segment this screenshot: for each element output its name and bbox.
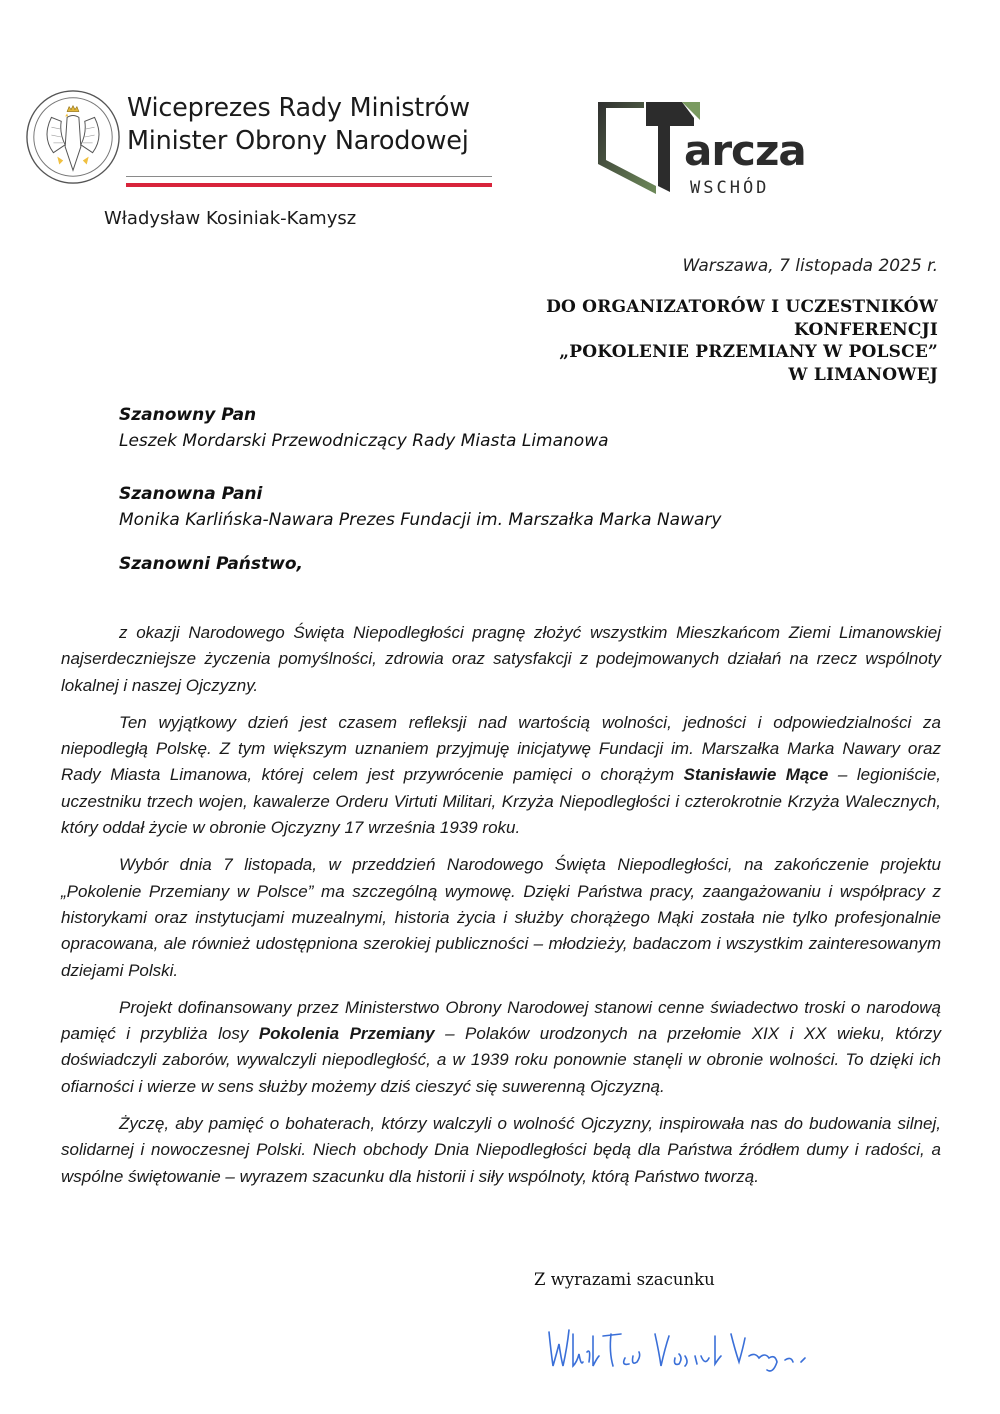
logo-subtitle: WSCHÓD: [690, 178, 770, 198]
letter-body: [61, 620, 941, 1201]
paragraph-text: – legioniście, uczestniku trzech wojen, kawalerze Orderu Virtuti Militari, Krzyża Niepodległości i czterokrotnie Krzyża Walecznych, który oddał życie w obronie Ojczyzny 17 września 1939 roku.: [61, 765, 941, 838]
office-title: [127, 92, 470, 158]
paragraph-text: Projekt dofinansowany przez Ministerstwo Obrony Narodowej stanowi cenne świadectwo troski o narodową pamięć i przybliża losy: [61, 997, 941, 1044]
paragraph-2: [61, 710, 941, 841]
paragraph-5: [61, 1111, 941, 1190]
salutation-greeting: Szanowny Pan: [119, 405, 257, 425]
emphasis-term: Pokolenia Przemiany: [258, 1024, 435, 1044]
paragraph-text: Życzę, aby pamięć o bohaterach, którzy walczyli o wolność Ojczyzny, inspirowała nas do budowania silnej, solidarnej i nowoczesnej Polski. Niech obchody Dnia Niepodległości będą dla Państwa źródłem dumy i radości, a wspólne świętowanie – wyrazem szacunku dla historii i siły wspólnoty, którą Państwo tworzą.: [61, 1114, 941, 1186]
paragraph-text: z okazji Narodowego Święta Niepodległości pragnę złożyć wszystkim Mieszkańcom Ziemi Limanowskiej najserdeczniejsze życzenia pomyślności, zdrowia oraz satysfakcji z podejmowanych działań na rzecz wspólnoty lokalnej i naszej Ojczyzny.: [61, 623, 941, 695]
handwritten-signature-icon: [545, 1322, 825, 1382]
place-date: Warszawa, 7 listopada 2025 r.: [682, 256, 938, 276]
office-line-1: Wiceprezes Rady Ministrów: [127, 93, 470, 123]
polish-eagle-emblem-icon: [24, 88, 122, 186]
office-line-2: Minister Obrony Narodowej: [127, 126, 469, 156]
paragraph-text: Wybór dnia 7 listopada, w przeddzień Narodowego Święta Niepodległości, na zakończenie projektu „Pokolenie Przemiany w Polsce” ma szczególną wymowę. Dzięki Państwa pracy, zaangażowaniu i współpracy z historykami oraz instytucjami muzealnymi, historia życia i służby chorążego Mąki została nie tylko profesjonalnie opracowana, ale również udostępniona szerokiej publiczności – młodzieży, badaczom i wszystkim zainteresowanym dziejami Polski.: [61, 855, 941, 980]
opening-text: Szanowni Państwo,: [119, 554, 303, 574]
addressee-line: DO ORGANIZATORÓW I UCZESTNIKÓW: [546, 297, 938, 317]
minister-name: Władysław Kosiniak-Kamysz: [104, 208, 357, 229]
salutation-recipient: Monika Karlińska-Nawara Prezes Fundacji im. Marszałka Marka Nawary: [119, 510, 722, 530]
addressee-line: KONFERENCJI: [793, 319, 938, 340]
salutation-1: [119, 402, 609, 454]
header-rule-red: [126, 183, 492, 187]
salutation-greeting: Szanowna Pani: [119, 484, 263, 504]
salutation-recipient: Leszek Mordarski Przewodniczący Rady Miasta Limanowa: [119, 431, 609, 451]
addressee-line: „POKOLENIE PRZEMIANY W POLSCE”: [559, 342, 938, 362]
paragraph-3: [61, 852, 941, 983]
addressee-line: W LIMANOWEJ: [788, 364, 938, 385]
opening-greeting: [119, 554, 303, 574]
logo-word: arcza: [684, 126, 806, 175]
paragraph-text: Ten wyjątkowy dzień jest czasem refleksji nad wartością wolności, jedności i odpowiedzialności za niepodległą Polskę. Z tym większym uznaniem przyjmuję inicjatywę Fundacji im. Marszałka Marka Nawary oraz Rady Miasta Limanowa, której celem jest przywrócenie pamięci o chorążym: [61, 712, 941, 785]
header-rule-grey: [126, 176, 492, 177]
addressee-block: [546, 296, 938, 386]
paragraph-text: – Polaków urodzonych na przełomie XIX i XX wieku, którzy doświadczyli zaborów, wywalczyli niepodległość, a w 1939 roku ponownie stanęli w obronie wolności. To dzięki ich ofiarności i wierze w sens służby możemy dziś cieszyć się suwerenną Ojczyzną.: [61, 1024, 941, 1096]
paragraph-1: [61, 620, 941, 699]
emphasis-name: Stanisławie Mące: [683, 765, 829, 785]
paragraph-4: [61, 995, 941, 1100]
closing-phrase: Z wyrazami szacunku: [534, 1270, 715, 1289]
salutation-2: [119, 481, 721, 533]
